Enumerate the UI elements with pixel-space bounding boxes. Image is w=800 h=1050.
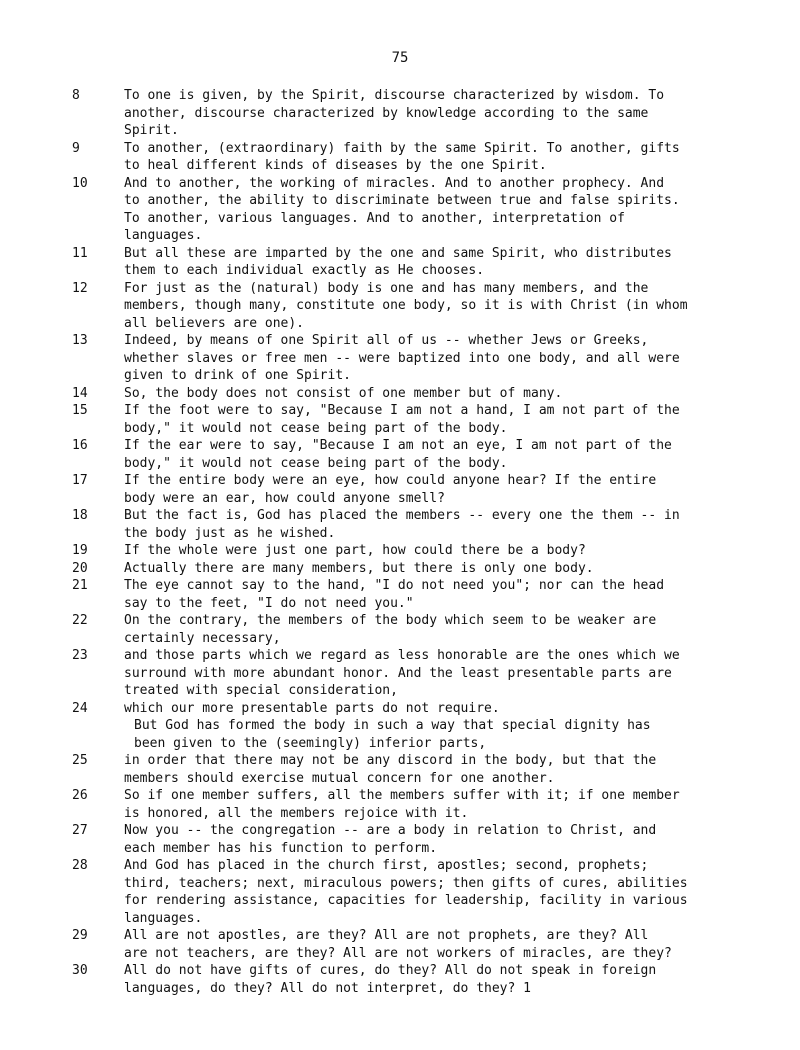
verse-text: The eye cannot say to the hand, "I do not need you"; nor can the head say to the feet, "I do not need you." <box>124 578 665 611</box>
verse-text: If the entire body were an eye, how could anyone hear? If the entire body were an ear, how could anyone smell? <box>124 473 657 506</box>
verse-15 <box>72 402 752 437</box>
page-number: 75 <box>391 50 409 66</box>
verse-18 <box>72 507 752 542</box>
verse-text: Indeed, by means of one Spirit all of us -- whether Jews or Greeks, whether slaves or free men -- were baptized into one body, and all were given to drink of one Spirit. <box>124 333 680 383</box>
verse-28 <box>72 857 752 927</box>
verse-9 <box>72 140 752 175</box>
verse-list <box>72 87 752 997</box>
verse-number: 13 <box>72 333 88 348</box>
verse-number: 14 <box>72 385 88 401</box>
verse-text: But the fact is, God has placed the members -- every one the them -- in the body just as he wished. <box>124 508 680 541</box>
verse-text: And God has placed in the church first, apostles; second, prophets; third, teachers; next, miraculous powers; then gifts of cures, abilities for rendering assistance, capacities for leadership, facility in various languages. <box>124 858 688 926</box>
verse-text: and those parts which we regard as less honorable are the ones which we surround with more abundant honor. And the least presentable parts are treated with special consideration, <box>124 648 680 698</box>
verse-number: 23 <box>72 648 88 663</box>
verse-number: 19 <box>72 543 88 558</box>
verse-27 <box>72 822 752 857</box>
verse-number: 9 <box>72 140 80 156</box>
verse-number: 24 <box>72 700 88 716</box>
verse-text: Actually there are many members, but there is only one body. <box>124 560 594 576</box>
verse-text: But all these are imparted by the one and same Spirit, who distributes them to each individual exactly as He chooses. <box>124 245 672 278</box>
verse-number: 27 <box>72 823 88 838</box>
verse-11 <box>72 245 752 280</box>
verse-23 <box>72 647 752 700</box>
verse-30 <box>72 962 752 997</box>
verse-number: 20 <box>72 560 88 576</box>
verse-29 <box>72 927 752 962</box>
verse-number: 15 <box>72 403 88 418</box>
verse-number: 10 <box>72 175 88 191</box>
verse-number: 30 <box>72 963 88 978</box>
verse-number: 12 <box>72 280 88 296</box>
verse-text: All do not have gifts of cures, do they? All do not speak in foreign languages, do they? All do not interpret, do they? 1 <box>124 963 657 996</box>
verse-19 <box>72 542 752 560</box>
verse-24-continuation <box>72 717 752 752</box>
verse-number: 8 <box>72 88 80 103</box>
verse-21 <box>72 577 752 612</box>
verse-text: To another, (extraordinary) faith by the same Spirit. To another, gifts to heal different kinds of diseases by the one Spirit. <box>124 140 680 173</box>
verse-24 <box>72 700 752 718</box>
verse-13 <box>72 332 752 385</box>
verse-number: 29 <box>72 928 88 943</box>
verse-12 <box>72 280 752 333</box>
verse-number: 25 <box>72 753 88 768</box>
verse-text: But God has formed the body in such a way that special dignity has been given to the (seemingly) inferior parts, <box>134 718 651 751</box>
verse-text: And to another, the working of miracles. And to another prophecy. And to another, the ability to discriminate between true and false spirits. To another, various languages. And to another, interpretation of languages. <box>124 175 680 243</box>
verse-text: If the whole were just one part, how could there be a body? <box>124 543 586 558</box>
verse-10 <box>72 175 752 245</box>
verse-text: On the contrary, the members of the body which seem to be weaker are certainly necessary, <box>124 613 657 646</box>
verse-number: 16 <box>72 438 88 453</box>
verse-text: If the ear were to say, "Because I am not an eye, I am not part of the body," it would not cease being part of the body. <box>124 438 672 471</box>
verse-text: For just as the (natural) body is one and has many members, and the members, though many, constitute one body, so it is with Christ (in whom all believers are one). <box>124 280 688 331</box>
verse-22 <box>72 612 752 647</box>
verse-text: Now you -- the congregation -- are a body in relation to Christ, and each member has his function to perform. <box>124 823 657 856</box>
verse-text: So if one member suffers, all the members suffer with it; if one member is honored, all the members rejoice with it. <box>124 788 680 821</box>
verse-14 <box>72 385 752 403</box>
verse-number: 22 <box>72 613 88 628</box>
verse-8 <box>72 87 752 140</box>
verse-text: in order that there may not be any discord in the body, but that the members should exercise mutual concern for one another. <box>124 753 657 786</box>
verse-16 <box>72 437 752 472</box>
verse-number: 28 <box>72 858 88 873</box>
verse-number: 11 <box>72 245 88 261</box>
verse-text: If the foot were to say, "Because I am not a hand, I am not part of the body," it would not cease being part of the body. <box>124 403 680 436</box>
verse-20 <box>72 560 752 578</box>
verse-text: All are not apostles, are they? All are not prophets, are they? All are not teachers, are they? All are not workers of miracles, are they? <box>124 928 672 961</box>
verse-number: 18 <box>72 508 88 523</box>
verse-text: So, the body does not consist of one member but of many. <box>124 385 563 401</box>
verse-17 <box>72 472 752 507</box>
verse-number: 17 <box>72 473 88 488</box>
verse-text: which our more presentable parts do not require. <box>124 700 500 716</box>
verse-26 <box>72 787 752 822</box>
verse-text: To one is given, by the Spirit, discourse characterized by wisdom. To another, discourse characterized by knowledge according to the same Spirit. <box>124 88 665 138</box>
verse-number: 26 <box>72 788 88 803</box>
verse-number: 21 <box>72 578 88 593</box>
verse-25 <box>72 752 752 787</box>
